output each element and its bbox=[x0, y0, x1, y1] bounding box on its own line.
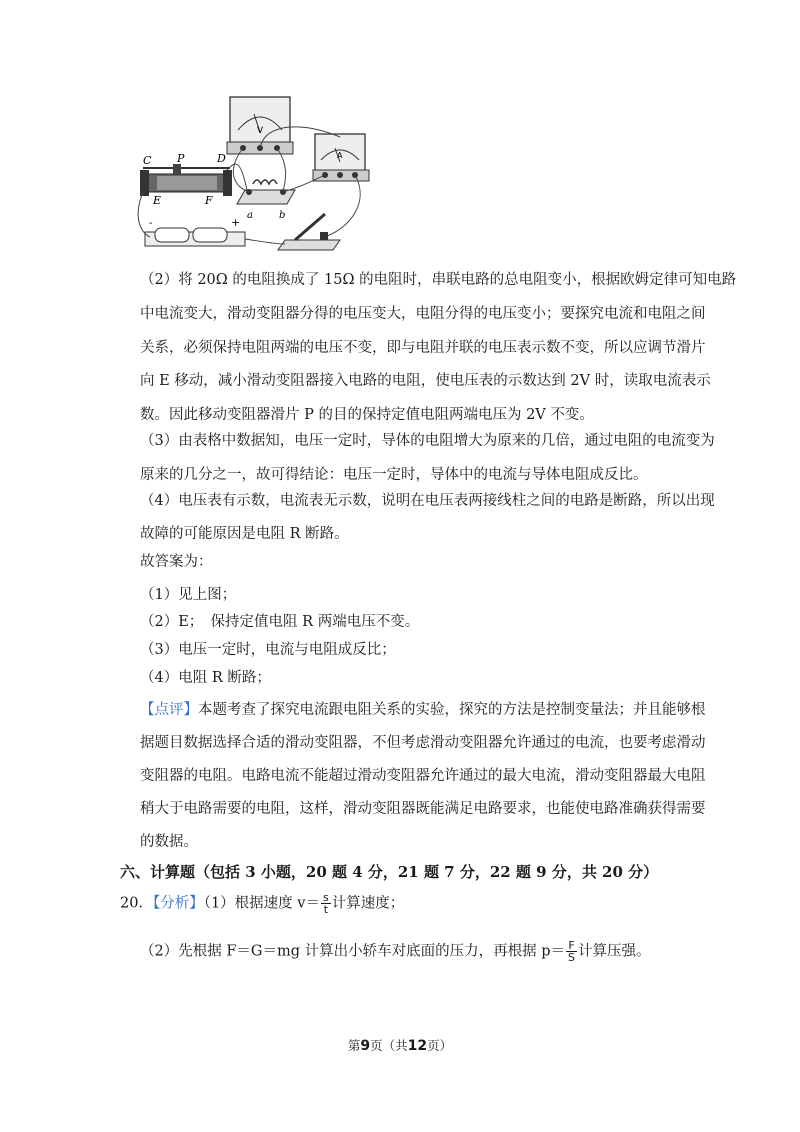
voltmeter bbox=[227, 97, 293, 154]
solution-p4-line2: 故障的可能原因是电阻 R 断路。 bbox=[140, 526, 349, 542]
answer-1: （1）见上图； bbox=[140, 587, 237, 603]
ammeter bbox=[313, 134, 369, 181]
footer-post: 页） bbox=[427, 1038, 453, 1053]
comment-line1 bbox=[140, 700, 706, 720]
velocity-numerator: s bbox=[322, 891, 329, 904]
terminal-F-label: F bbox=[205, 194, 213, 207]
comment-line5: 的数据。 bbox=[140, 834, 198, 850]
q20-number: 20． bbox=[120, 895, 153, 912]
answer-3: （3）电压一定时，电流与电阻成反比； bbox=[140, 642, 396, 658]
solution-p2-line4: 向 E 移动，减小滑动变阻器接入电路的电阻，使电压表的示数达到 2V 时，读取电流表示 bbox=[140, 373, 711, 389]
q20-line1-text-b: 计算速度； bbox=[331, 895, 405, 912]
solution-p3-line1: （3）由表格中数据知，电压一定时，导体的电阻增大为原来的几倍，通过电阻的电流变为 bbox=[140, 433, 715, 449]
q20-line2-text-a: （2）先根据 F＝G＝mg 计算出小轿车对底面的压力，再根据 p＝ bbox=[140, 943, 566, 960]
answer-2: （2）E； 保持定值电阻 R 两端电压不变。 bbox=[140, 614, 420, 630]
page-footer bbox=[0, 1036, 800, 1054]
terminal-C-label: C bbox=[143, 154, 152, 167]
solution-p4-line1: （4）电压表有示数，电流表无示数，说明在电压表两接线柱之间的电路是断路，所以出现 bbox=[140, 493, 715, 509]
pressure-numerator: F bbox=[566, 940, 577, 952]
footer-pre: 第 bbox=[347, 1038, 361, 1053]
slider-P-label: P bbox=[177, 152, 185, 165]
comment-line3: 变阻器的电阻。电路电流不能超过滑动变阻器允许通过的最大电流，滑动变阻器最大电阻 bbox=[140, 768, 706, 784]
pressure-fraction bbox=[566, 940, 577, 963]
q20-line1 bbox=[120, 892, 404, 915]
answer-4: （4）电阻 R 断路； bbox=[140, 670, 271, 686]
footer-mid: 页（共 bbox=[370, 1038, 408, 1053]
velocity-fraction bbox=[321, 892, 331, 915]
circuit-diagram bbox=[135, 92, 375, 254]
terminal-a-label: a bbox=[247, 210, 253, 221]
rheostat bbox=[140, 152, 232, 207]
solution-p2-line5: 数。因此移动变阻器滑片 P 的目的保持定值电阻两端电压为 2V 不变。 bbox=[140, 407, 594, 423]
battery-minus-label: - bbox=[149, 218, 153, 229]
terminal-b-label: b bbox=[279, 210, 286, 221]
comment-text-1: 本题考查了探究电流跟电阻关系的实验，探究的方法是控制变量法；并且能够根 bbox=[198, 702, 706, 718]
q20-line2 bbox=[140, 940, 670, 963]
footer-page-number: 9 bbox=[360, 1038, 371, 1054]
velocity-denominator: t bbox=[323, 903, 329, 916]
answer-intro: 故答案为： bbox=[140, 554, 213, 570]
battery-plus-label: + bbox=[231, 216, 241, 229]
q20-analysis-tag: 【分析】 bbox=[152, 895, 204, 912]
terminal-D-label: D bbox=[217, 152, 226, 165]
footer-total-pages: 12 bbox=[407, 1038, 428, 1054]
terminal-E-label: E bbox=[153, 194, 162, 207]
comment-tag: 【点评】 bbox=[140, 702, 198, 718]
q20-line1-text-a: （1）根据速度 v＝ bbox=[203, 895, 320, 912]
comment-line4: 稍大于电路需要的电阻，这样，滑动变阻器既能满足电路要求，也能使电路准确获得需要 bbox=[140, 801, 706, 817]
battery-box bbox=[145, 216, 245, 246]
circuit-svg bbox=[135, 92, 375, 254]
solution-p2-line1: （2）将 20Ω 的电阻换成了 15Ω 的电阻时，串联电路的总电阻变小，根据欧姆定律可知电路 bbox=[140, 272, 737, 288]
voltmeter-label: V bbox=[257, 126, 264, 136]
comment-line2: 据题目数据选择合适的滑动变阻器，不但考虑滑动变阻器允许通过的电流，也要考虑滑动 bbox=[140, 735, 706, 751]
solution-p3-line2: 原来的几分之一，故可得结论：电压一定时，导体中的电流与导体电阻成反比。 bbox=[140, 467, 648, 483]
section-6-heading: 六、计算题（包括 3 小题，20 题 4 分，21 题 7 分，22 题 9 分，共 20 分） bbox=[120, 863, 659, 881]
q20-line2-text-b: 计算压强。 bbox=[578, 943, 651, 960]
solution-p2-line3: 关系，必须保持电阻两端的电压不变，即与电阻并联的电压表示数不变，所以应调节滑片 bbox=[140, 340, 706, 356]
solution-p2-line2: 中电流变大，滑动变阻器分得的电压变大，电阻分得的电压变小；要探究电流和电阻之间 bbox=[140, 306, 706, 322]
ammeter-label: A bbox=[337, 151, 343, 160]
pressure-denominator: S bbox=[568, 951, 575, 964]
switch bbox=[278, 214, 340, 250]
